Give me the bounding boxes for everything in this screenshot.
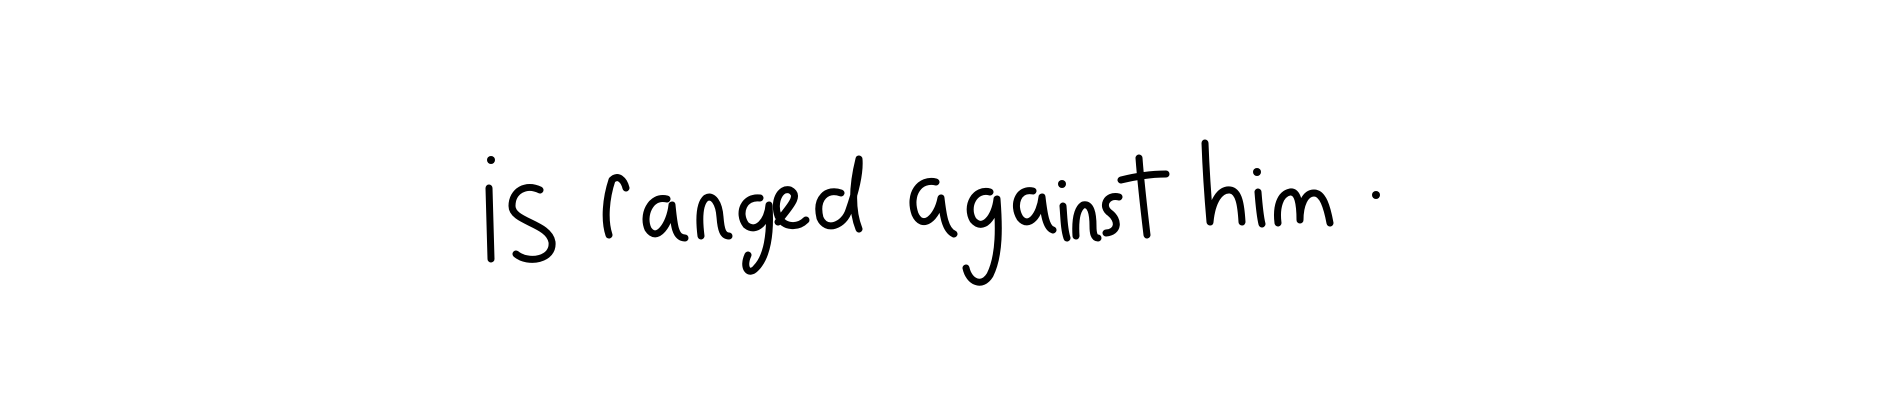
handwritten-word-ranged — [606, 159, 859, 271]
dot-i — [487, 156, 495, 164]
dot-i — [1253, 168, 1261, 176]
handwritten-word-is — [489, 187, 552, 259]
handwritten-word-against — [913, 158, 1166, 282]
period — [1372, 191, 1380, 199]
handwritten-word-him — [1205, 143, 1330, 224]
dot-i — [1058, 180, 1066, 188]
